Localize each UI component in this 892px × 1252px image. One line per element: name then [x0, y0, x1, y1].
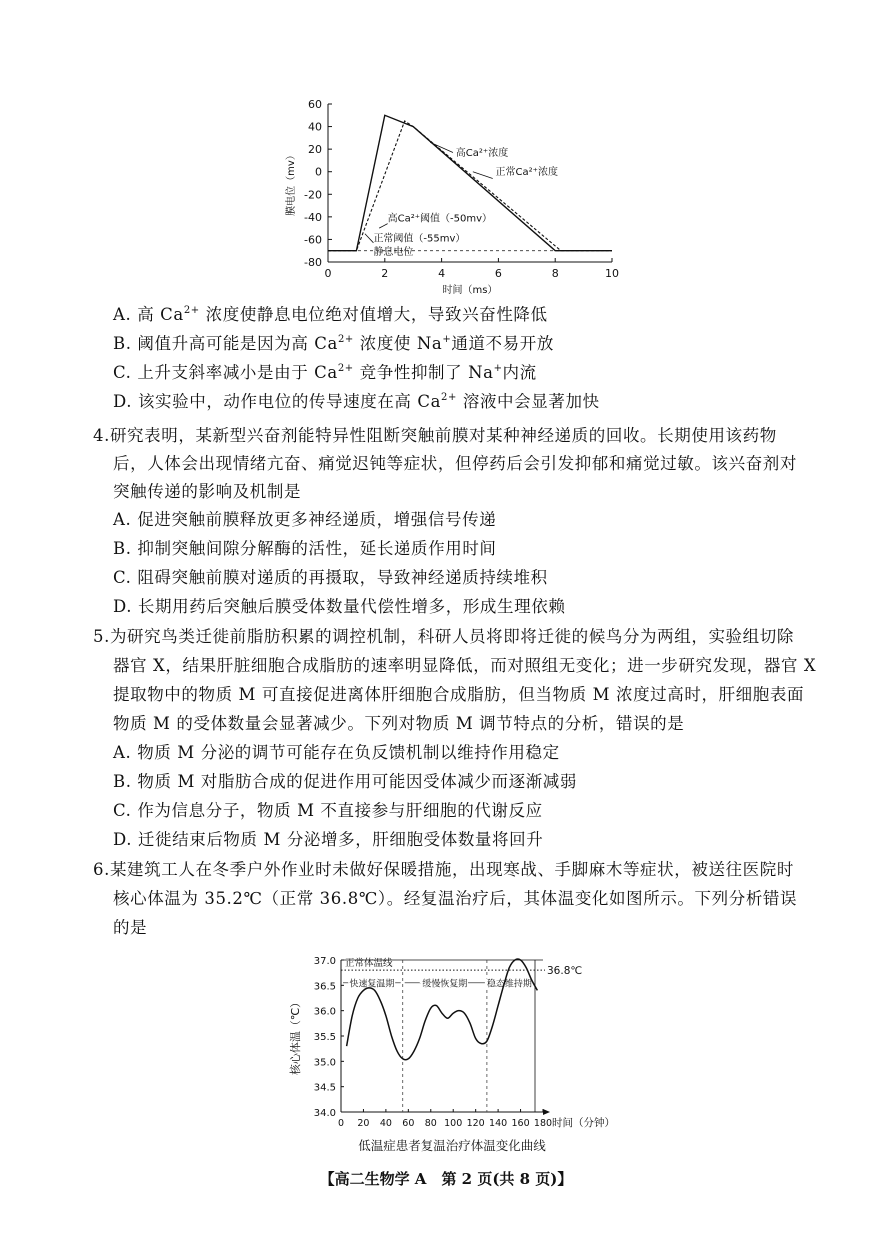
superscript: +	[493, 363, 503, 374]
y-tick-label: -60	[304, 233, 322, 247]
superscript: 2+	[337, 334, 354, 345]
q4-option-b: B. 抑制突触间隙分解酶的活性，延长递质作用时间	[113, 539, 497, 558]
q4-option-c: C. 阻碍突触前膜对递质的再摄取，导致神经递质持续堆积	[113, 568, 548, 587]
superscript: 2+	[183, 305, 200, 316]
label-high-ca: 高Ca²⁺浓度	[455, 147, 509, 159]
q4-line-2: 后，人体会出现情绪亢奋、痛觉迟钝等症状，但停药后会引发抑郁和痛觉过敏。该兴奋剂对	[113, 454, 797, 473]
label-normal-ca: 正常Ca²⁺浓度	[495, 167, 558, 179]
x-tick-label: 40	[379, 1118, 392, 1129]
y-axis-label: 膜电位（mv）	[286, 150, 297, 216]
q4-option-a: A. 促进突触前膜释放更多神经递质，增强信号传递	[113, 510, 497, 529]
q5-line-1: 5.为研究鸟类迁徙前脂肪积累的调控机制，科研人员将即将迁徙的候鸟分为两组，实验组切除	[93, 627, 794, 646]
option-text: 高 Ca	[137, 305, 184, 324]
q5-option-a: A. 物质 M 分泌的调节可能存在负反馈机制以维持作用稳定	[113, 743, 560, 762]
x-axis-label: 时间（分钟）	[552, 1117, 615, 1129]
superscript: 2+	[441, 392, 457, 403]
q5-line-4: 物质 M 的受体数量会显著减少。下列对物质 M 调节特点的分析，错误的是	[113, 714, 685, 733]
temperature-curve	[347, 959, 538, 1060]
y-tick-label: -80	[304, 256, 322, 269]
y-tick-label: 0	[315, 165, 322, 179]
option-text: 内流	[502, 363, 537, 382]
x-tick-label: 60	[402, 1118, 415, 1129]
y-tick-label: -40	[304, 210, 322, 224]
x-tick-label: 160	[511, 1118, 530, 1129]
option-text: 竞争性抑制了 Na	[353, 363, 494, 382]
x-tick-label: 180	[533, 1118, 553, 1129]
x-axis-arrow-icon	[543, 1109, 550, 1115]
body-temperature-chart	[285, 948, 625, 1163]
page-footer: 【高二生物学 A 第 2 页(共 8 页)】	[319, 1170, 573, 1188]
y-tick-label: 35.5	[313, 1032, 336, 1043]
x-tick-label: 80	[424, 1118, 437, 1129]
q6-line-3: 的是	[113, 918, 148, 937]
x-tick-label: 0	[337, 1118, 345, 1129]
y-tick-label: 34.5	[313, 1082, 336, 1094]
superscript: +	[442, 334, 452, 345]
x-tick-label: 100	[444, 1118, 463, 1129]
membrane-potential-chart	[280, 92, 630, 297]
x-tick-label: 140	[489, 1118, 508, 1129]
y-tick-label: 60	[308, 98, 322, 111]
option-letter: B.	[113, 334, 138, 353]
y-tick-label: 36.0	[313, 1006, 336, 1018]
option-letter: C.	[113, 363, 138, 382]
x-tick-label: 20	[357, 1118, 370, 1129]
q4-line-1: 4.研究表明，某新型兴奋剂能特异性阻断突触前膜对某种神经递质的回收。长期使用该药物	[93, 426, 777, 445]
normal-temp-label: 正常体温线	[345, 958, 393, 970]
option-letter: D.	[113, 392, 138, 411]
phase-label: 稳态维持期	[486, 979, 532, 990]
x-tick-label: 4	[438, 267, 446, 280]
q3-option-c	[113, 362, 537, 384]
option-letter: A.	[113, 305, 138, 324]
phase-label: 缓慢恢复期	[422, 979, 468, 990]
q4-line-3: 突触传递的影响及机制是	[113, 482, 302, 501]
q5-line-3: 提取物中的物质 M 可直接促进离体肝细胞合成脂肪，但当物质 M 浓度过高时，肝细胞表面	[113, 685, 805, 704]
option-text: 该实验中，动作电位的传导速度在高 Ca	[137, 392, 442, 411]
x-axis-label: 时间（ms）	[442, 285, 498, 296]
leader-line	[379, 224, 388, 229]
option-text: 阈值升高可能是因为高 Ca	[137, 334, 338, 353]
y-tick-label: 36.5	[313, 981, 336, 993]
chart-title: 低温症患者复温治疗体温变化曲线	[358, 1138, 546, 1153]
q3-option-b	[113, 333, 554, 355]
q5-option-d: D. 迁徙结束后物质 M 分泌增多，肝细胞受体数量将回升	[113, 830, 544, 849]
label-resting: 静息电位	[373, 247, 414, 259]
q5-option-b: B. 物质 M 对脂肪合成的促进作用可能因受体减少而逐渐减弱	[113, 772, 577, 791]
leader-line	[473, 172, 493, 179]
q5-line-2: 器官 X，结果肝脏细胞合成脂肪的速率明显降低，而对照组无变化；进一步研究发现，器官 X	[113, 656, 817, 675]
q3-option-a	[113, 304, 548, 326]
option-text: 通道不易开放	[451, 334, 554, 353]
leader-line	[365, 234, 374, 243]
option-text: 上升支斜率减小是由于 Ca	[137, 363, 338, 382]
phase-label: 快速复温期	[349, 979, 395, 990]
label-high-threshold: 高Ca²⁺阈值（-50mv）	[387, 213, 493, 225]
x-tick-label: 2	[381, 267, 389, 280]
option-text: 浓度使 Na	[353, 334, 443, 353]
normal-temp-value: 36.8℃	[547, 965, 583, 978]
y-tick-label: 34.0	[313, 1108, 336, 1119]
normal-ca-curve	[328, 115, 612, 250]
x-tick-label: 0	[324, 267, 332, 280]
y-tick-label: 37.0	[313, 956, 336, 967]
y-tick-label: 40	[308, 120, 322, 134]
q6-line-1: 6.某建筑工人在冬季户外作业时未做好保暖措施，出现寒战、手脚麻木等症状，被送往医院时	[93, 860, 794, 879]
label-normal-threshold: 正常阈值（-55mv）	[373, 233, 466, 245]
q5-option-c: C. 作为信息分子，物质 M 不直接参与肝细胞的代谢反应	[113, 801, 543, 820]
x-tick-label: 120	[466, 1118, 485, 1129]
q3-option-d	[113, 391, 600, 413]
y-tick-label: -20	[304, 188, 322, 202]
x-tick-label: 10	[605, 267, 619, 280]
option-text: 浓度使静息电位绝对值增大，导致兴奋性降低	[199, 305, 548, 324]
q4-option-d: D. 长期用药后突触后膜受体数量代偿性增多，形成生理依赖	[113, 597, 566, 616]
x-tick-label: 6	[494, 267, 502, 280]
option-text: 溶液中会显著加快	[457, 392, 600, 411]
y-tick-label: 20	[308, 143, 322, 157]
x-tick-label: 8	[551, 267, 559, 280]
y-tick-label: 35.0	[313, 1057, 336, 1069]
superscript: 2+	[337, 363, 354, 374]
y-axis-label: 核心体温（℃）	[289, 996, 302, 1076]
q6-line-2: 核心体温为 35.2℃（正常 36.8℃）。经复温治疗后，其体温变化如图所示。下列分析错误	[113, 889, 798, 908]
